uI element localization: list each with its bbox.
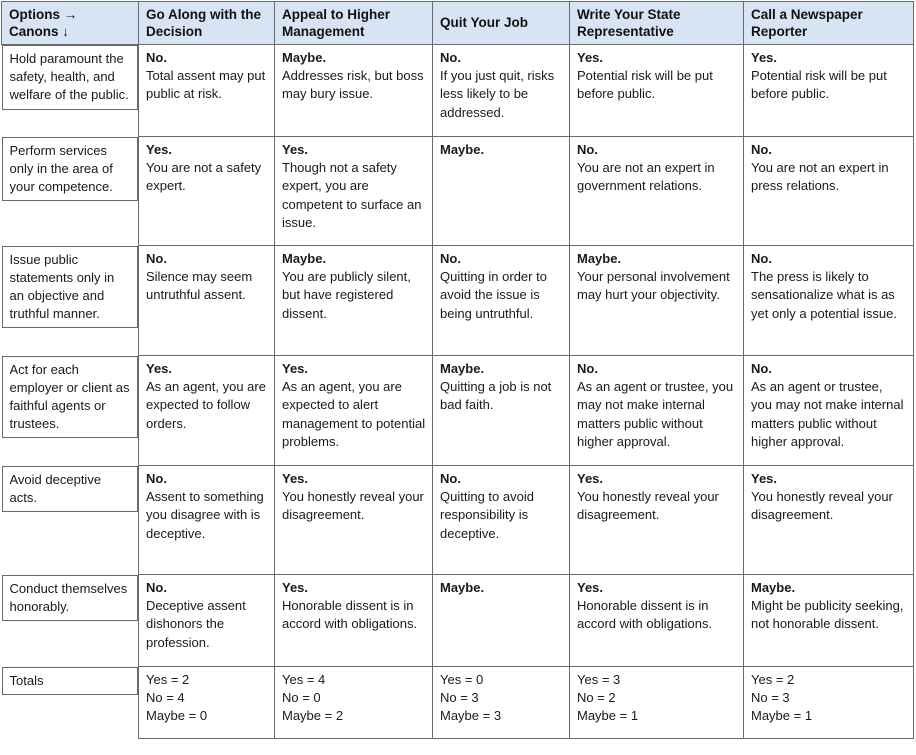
rationale-text: Assent to something you disagree with is deceptive.: [146, 489, 264, 541]
maybe-count: Maybe = 2: [282, 708, 344, 724]
evaluation-cell: [433, 137, 570, 246]
table-row: [2, 356, 914, 466]
rationale-text: Silence may seem untruthful assent.: [146, 269, 253, 303]
evaluation-cell: [433, 575, 570, 667]
option-header-call-reporter: Call a Newspaper Reporter: [744, 2, 914, 45]
evaluation-cell: [275, 45, 433, 137]
yes-count: Yes = 2: [146, 672, 190, 687]
totals-cell: [139, 667, 275, 739]
header-row: [2, 2, 914, 45]
rationale-text: You are publicly silent, but have registered dissent.: [282, 269, 411, 321]
verdict-label: Yes.: [751, 471, 778, 486]
rationale-text: If you just quit, risks less likely to be addressed.: [440, 68, 555, 120]
evaluation-cell: [570, 45, 744, 137]
verdict-label: Maybe.: [440, 580, 485, 595]
evaluation-cell: [433, 466, 570, 575]
option-header-write-representative: Write Your State Representative: [570, 2, 744, 45]
no-count: No = 4: [146, 690, 185, 706]
verdict-label: Yes.: [751, 50, 778, 65]
evaluation-cell: [139, 356, 275, 466]
verdict-label: Maybe.: [282, 50, 327, 65]
no-count: No = 3: [440, 690, 479, 706]
rationale-text: You honestly reveal your disagreement.: [282, 489, 424, 523]
yes-count: Yes = 2: [751, 672, 795, 687]
rationale-text: Potential risk will be put before public.: [751, 68, 887, 102]
evaluation-cell: [433, 356, 570, 466]
maybe-count: Maybe = 0: [146, 708, 208, 724]
rationale-text: The press is likely to sensationalize what is as yet only a potential issue.: [751, 269, 897, 321]
ethics-matrix-table: [1, 1, 914, 739]
rationale-text: As an agent, you are expected to follow orders.: [146, 379, 266, 431]
verdict-label: Yes.: [577, 580, 604, 595]
rationale-text: As an agent, you are expected to alert management to potential problems.: [282, 379, 426, 449]
evaluation-cell: [139, 45, 275, 137]
verdict-label: Maybe.: [282, 251, 327, 266]
verdict-label: No.: [751, 142, 772, 157]
rationale-text: You are not an expert in press relations.: [751, 160, 889, 194]
totals-cell: [275, 667, 433, 739]
rationale-text: Honorable dissent is in accord with obligations.: [282, 598, 418, 632]
verdict-label: No.: [440, 471, 461, 486]
verdict-label: Yes.: [282, 361, 309, 376]
options-axis-label: Options →: [9, 6, 78, 22]
option-header-go-along: Go Along with the Decision: [139, 2, 275, 45]
evaluation-cell: [570, 356, 744, 466]
evaluation-cell: [744, 356, 914, 466]
verdict-label: No.: [577, 361, 598, 376]
table-row: [2, 466, 914, 575]
verdict-label: Yes.: [282, 471, 309, 486]
table-row: [2, 575, 914, 667]
evaluation-cell: [744, 45, 914, 137]
evaluation-cell: [433, 45, 570, 137]
corner-header-cell: [2, 2, 139, 45]
verdict-label: Maybe.: [577, 251, 622, 266]
verdict-label: No.: [577, 142, 598, 157]
rationale-text: You are not a safety expert.: [146, 160, 262, 194]
maybe-count: Maybe = 1: [751, 708, 813, 724]
evaluation-cell: [275, 246, 433, 356]
option-header-appeal: Appeal to Higher Management: [275, 2, 433, 45]
totals-cell: [433, 667, 570, 739]
table-row: [2, 246, 914, 356]
evaluation-cell: [139, 246, 275, 356]
rationale-text: Total assent may put public at risk.: [146, 68, 266, 102]
evaluation-cell: [570, 466, 744, 575]
rationale-text: Your personal involvement may hurt your objectivity.: [577, 269, 730, 303]
canon-cell: Avoid deceptive acts.: [2, 466, 139, 512]
verdict-label: No.: [146, 50, 167, 65]
rationale-text: You honestly reveal your disagreement.: [751, 489, 893, 523]
verdict-label: Maybe.: [440, 142, 485, 157]
evaluation-cell: [744, 575, 914, 667]
verdict-label: Maybe.: [751, 580, 796, 595]
rationale-text: You honestly reveal your disagreement.: [577, 489, 719, 523]
rationale-text: Might be publicity seeking, not honorable dissent.: [751, 598, 904, 632]
no-count: No = 3: [751, 690, 790, 706]
rationale-text: Deceptive assent dishonors the profession.: [146, 598, 246, 650]
evaluation-cell: [570, 246, 744, 356]
verdict-label: No.: [146, 251, 167, 266]
totals-cell: [744, 667, 914, 739]
verdict-label: Yes.: [282, 580, 309, 595]
table-row: [2, 137, 914, 246]
totals-label: Totals: [2, 667, 139, 695]
rationale-text: Addresses risk, but boss may bury issue.: [282, 68, 424, 102]
evaluation-cell: [744, 246, 914, 356]
rationale-text: Quitting to avoid responsibility is deceptive.: [440, 489, 534, 541]
verdict-label: No.: [440, 50, 461, 65]
canon-cell: Perform services only in the area of your competence.: [2, 137, 139, 202]
evaluation-cell: [275, 466, 433, 575]
canon-cell: Hold paramount the safety, health, and welfare of the public.: [2, 45, 139, 110]
verdict-label: Yes.: [146, 361, 173, 376]
no-count: No = 2: [577, 690, 616, 706]
canon-cell: Issue public statements only in an objective and truthful manner.: [2, 246, 139, 329]
verdict-label: Maybe.: [440, 361, 485, 376]
canon-cell: Act for each employer or client as faithful agents or trustees.: [2, 356, 139, 439]
verdict-label: Yes.: [577, 50, 604, 65]
maybe-count: Maybe = 1: [577, 708, 639, 724]
evaluation-cell: [275, 575, 433, 667]
maybe-count: Maybe = 3: [440, 708, 502, 724]
option-header-quit: Quit Your Job: [433, 2, 570, 45]
evaluation-cell: [570, 575, 744, 667]
evaluation-cell: [275, 356, 433, 466]
canon-cell: Conduct themselves honorably.: [2, 575, 139, 621]
evaluation-cell: [570, 137, 744, 246]
rationale-text: You are not an expert in government relations.: [577, 160, 715, 194]
yes-count: Yes = 4: [282, 672, 326, 687]
evaluation-cell: [744, 137, 914, 246]
verdict-label: No.: [751, 251, 772, 266]
evaluation-cell: [433, 246, 570, 356]
yes-count: Yes = 0: [440, 672, 484, 687]
verdict-label: Yes.: [146, 142, 173, 157]
evaluation-cell: [139, 137, 275, 246]
rationale-text: As an agent or trustee, you may not make internal matters public without higher approval.: [577, 379, 734, 449]
evaluation-cell: [275, 137, 433, 246]
rationale-text: Potential risk will be put before public.: [577, 68, 713, 102]
canons-axis-label: Canons ↓: [9, 24, 70, 39]
totals-cell: [570, 667, 744, 739]
table-row: [2, 45, 914, 137]
evaluation-cell: [139, 575, 275, 667]
rationale-text: As an agent or trustee, you may not make internal matters public without higher approval.: [751, 379, 904, 449]
verdict-label: No.: [146, 580, 167, 595]
verdict-label: Yes.: [282, 142, 309, 157]
evaluation-cell: [139, 466, 275, 575]
verdict-label: No.: [440, 251, 461, 266]
rationale-text: Quitting a job is not bad faith.: [440, 379, 552, 413]
verdict-label: No.: [751, 361, 772, 376]
verdict-label: No.: [146, 471, 167, 486]
totals-row: [2, 667, 914, 739]
rationale-text: Quitting in order to avoid the issue is being untruthful.: [440, 269, 547, 321]
evaluation-cell: [744, 466, 914, 575]
yes-count: Yes = 3: [577, 672, 621, 687]
rationale-text: Honorable dissent is in accord with obligations.: [577, 598, 713, 632]
no-count: No = 0: [282, 690, 321, 706]
rationale-text: Though not a safety expert, you are competent to surface an issue.: [282, 160, 422, 230]
verdict-label: Yes.: [577, 471, 604, 486]
